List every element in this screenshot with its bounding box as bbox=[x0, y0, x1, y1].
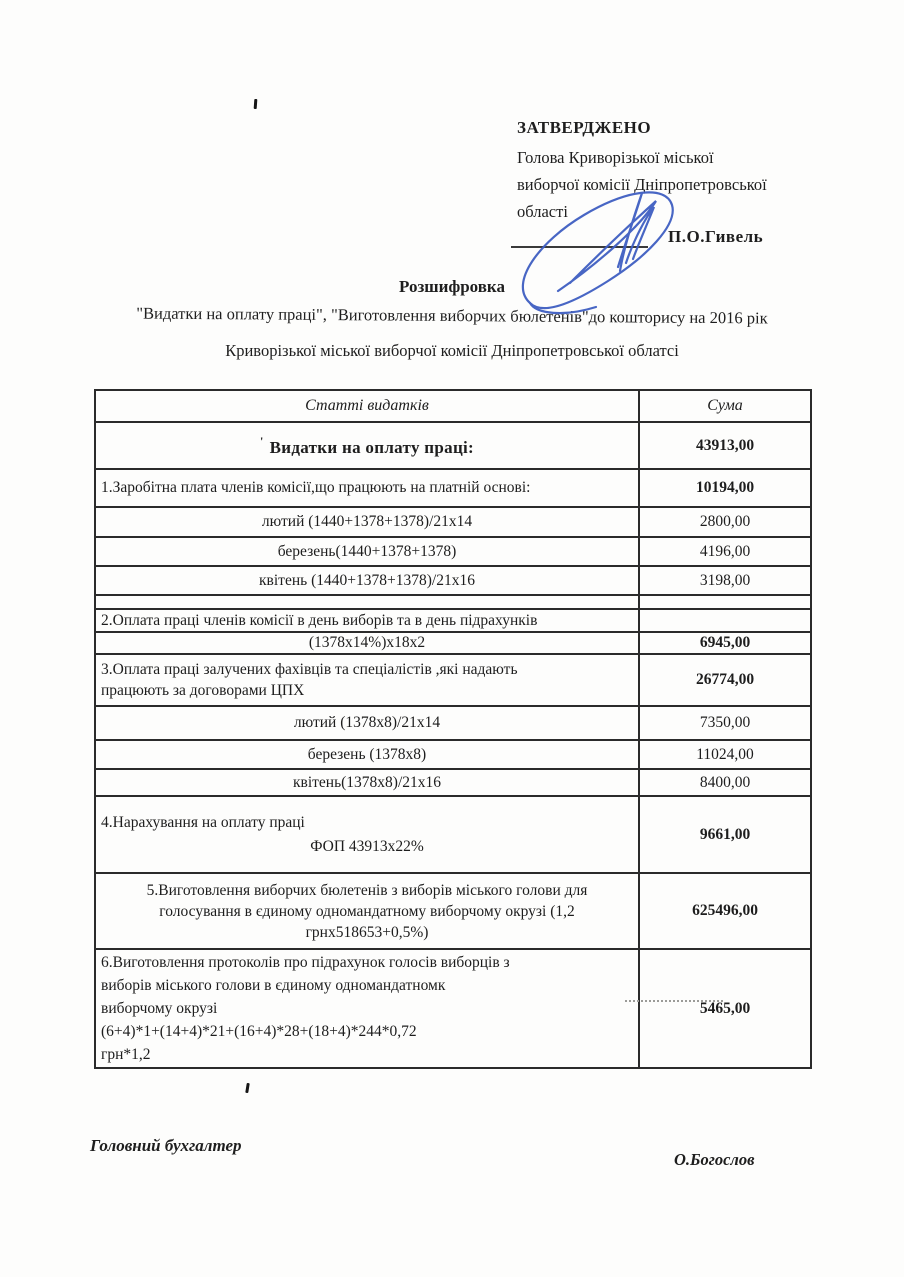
footer-signatory-name: О.Богослов bbox=[674, 1150, 755, 1169]
row-item-text: квітень(1378x8)/21x16 bbox=[95, 769, 639, 796]
column-header-items: Статті видатків bbox=[95, 390, 639, 422]
subtitle-line-1: "Видатки на оплату праці", "Виготовлення виборчих бюлетенів"до кошторису на 2016 рік bbox=[136, 303, 768, 328]
row-item-line: (6+4)*1+(14+4)*21+(16+4)*28+(18+4)*244*0,72 bbox=[101, 1023, 417, 1040]
row-sum-value: 8400,00 bbox=[639, 769, 811, 796]
row-item-line: голосування в єдиному одномандатному виборчому окрузі (1,2 bbox=[159, 902, 575, 920]
row-sum-value: 2800,00 bbox=[639, 507, 811, 537]
row-item-text: березень (1378x8) bbox=[95, 740, 639, 769]
table-header-row bbox=[95, 390, 811, 422]
table-row bbox=[95, 706, 811, 740]
row-item-line: працюють за договорами ЦПХ bbox=[101, 682, 305, 699]
subtitle-line-2: Криворізької міської виборчої комісії Дніпропетровської облатсі bbox=[225, 341, 679, 360]
row-item-text bbox=[95, 654, 639, 706]
row-item-line: 6.Виготовлення протоколів про підрахунок голосів виборців з bbox=[101, 954, 510, 971]
table-row bbox=[95, 740, 811, 769]
row-sum-value: 11024,00 bbox=[639, 740, 811, 769]
row-item-text bbox=[95, 796, 639, 873]
row-item-text: березень(1440+1378+1378) bbox=[95, 537, 639, 566]
row-sum-value: 6945,00 bbox=[639, 632, 811, 654]
row-item-text: 1.Заробітна плата членів комісії,що працюють на платній основі: bbox=[95, 469, 639, 507]
table-row bbox=[95, 769, 811, 796]
row-item-line: 3.Оплата праці залучених фахівців та спеціалістів ,які надають bbox=[101, 661, 518, 678]
approver-line-3: області bbox=[517, 202, 568, 221]
row-sum-value: 9661,00 bbox=[639, 796, 811, 873]
row-item-line: 4.Нарахування на оплату праці bbox=[101, 813, 305, 831]
footer-role-label: Головний бухгалтер bbox=[90, 1136, 242, 1155]
row-sum-value: 10194,00 bbox=[639, 469, 811, 507]
row-item-line: ФОП 43913x22% bbox=[310, 837, 424, 855]
table-row bbox=[95, 566, 811, 595]
row-item-line: виборчому окрузі bbox=[101, 1000, 218, 1017]
row-sum-value: 4196,00 bbox=[639, 537, 811, 566]
column-header-sum: Сума bbox=[639, 390, 811, 422]
row-item-text: лютий (1440+1378+1378)/21x14 bbox=[95, 507, 639, 537]
table-row bbox=[95, 609, 811, 632]
row-sum-value: 625496,00 bbox=[639, 873, 811, 949]
section-title-row bbox=[95, 422, 811, 469]
row-item-line: грн*1,2 bbox=[101, 1046, 151, 1063]
table-row bbox=[95, 654, 811, 706]
table-row bbox=[95, 873, 811, 949]
approval-stamp-label: ЗАТВЕРДЖЕНО bbox=[517, 118, 652, 137]
empty-cell bbox=[95, 595, 639, 609]
row-item-text: 2.Оплата праці членів комісії в день виборів та в день підрахунків bbox=[95, 609, 639, 632]
row-item-line: виборів міського голови в єдиному одномандатномк bbox=[101, 977, 446, 994]
table-row bbox=[95, 469, 811, 507]
row-sum-value: 5465,00 bbox=[639, 949, 811, 1068]
section-title-cell bbox=[95, 422, 639, 469]
row-sum-value: 3198,00 bbox=[639, 566, 811, 595]
ink-speck-bottom bbox=[245, 1083, 250, 1093]
row-item-text bbox=[95, 949, 639, 1068]
ink-speck-top bbox=[254, 99, 258, 109]
expenses-table bbox=[94, 389, 812, 1069]
page-title: Розшифровка bbox=[399, 277, 505, 296]
row-item-line: грнх518653+0,5%) bbox=[305, 923, 429, 941]
table-row bbox=[95, 507, 811, 537]
table-row bbox=[95, 537, 811, 566]
table-row bbox=[95, 949, 811, 1068]
empty-cell bbox=[639, 595, 811, 609]
section-title-text: Видатки на оплату праці: bbox=[269, 437, 475, 457]
approver-name: П.О.Гивель bbox=[668, 227, 764, 246]
row-item-text: квітень (1440+1378+1378)/21x16 bbox=[95, 566, 639, 595]
row-sum-value: 7350,00 bbox=[639, 706, 811, 740]
table-row bbox=[95, 796, 811, 873]
approver-line-1: Голова Криворізької міської bbox=[517, 148, 714, 167]
row-item-text bbox=[95, 873, 639, 949]
handwritten-signature bbox=[500, 183, 690, 321]
row-item-text: (1378x14%)x18x2 bbox=[95, 632, 639, 654]
ink-tick-mark: ' bbox=[259, 433, 264, 448]
table-row-spacer bbox=[95, 595, 811, 609]
table-row bbox=[95, 632, 811, 654]
row-item-text: лютий (1378x8)/21x14 bbox=[95, 706, 639, 740]
row-item-line: 5.Виготовлення виборчих бюлетенів з виборів міського голови для bbox=[146, 881, 588, 899]
approver-line-2: виборчої комісії Дніпропетровської bbox=[517, 175, 767, 194]
row-sum-value: 26774,00 bbox=[639, 654, 811, 706]
section-total-value: 43913,00 bbox=[639, 422, 811, 469]
row-sum-value bbox=[639, 609, 811, 632]
dotted-scan-artifact bbox=[625, 1000, 723, 1003]
